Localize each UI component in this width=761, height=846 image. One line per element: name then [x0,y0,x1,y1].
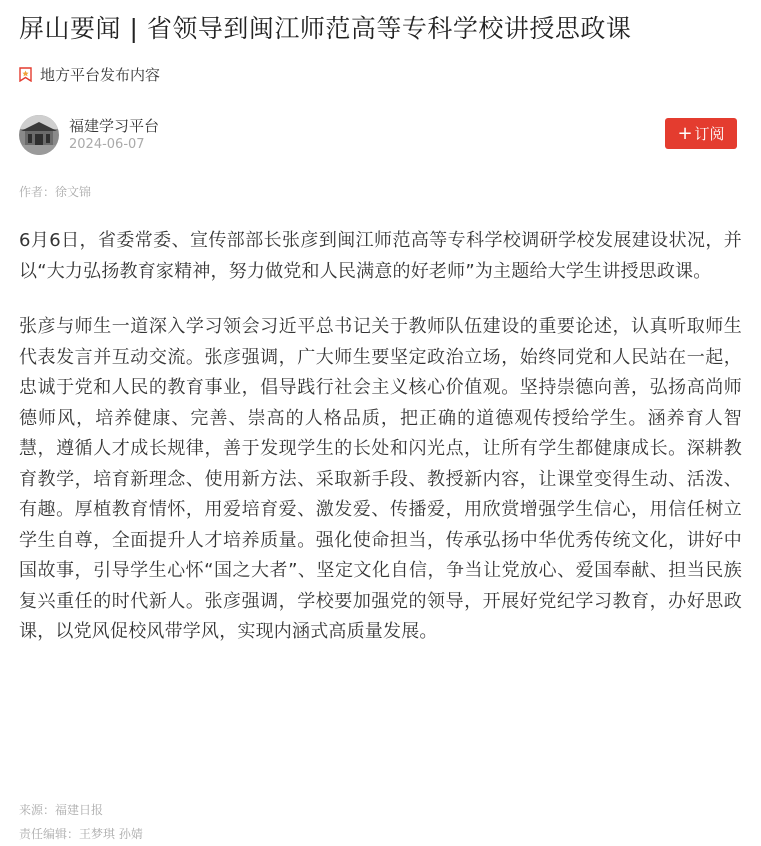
subscribe-label: 订阅 [694,125,725,143]
author-name: 徐文锦 [55,185,92,199]
platform-tag [19,62,742,86]
article-body [19,226,742,648]
editor-label: 责任编辑： [19,827,80,841]
article-title: 屏山要闻 | 省领导到闽江师范高等专科学校讲授思政课 [19,14,632,43]
author-row [19,113,742,157]
source-name: 福建日报 [55,803,104,817]
author-label: 作者： [19,185,56,199]
publish-date: 2024-06-07 [69,137,145,152]
bookmark-icon [19,67,32,82]
editor-line [19,822,143,846]
avatar[interactable] [19,115,59,155]
editor-names: 王梦琪 孙婧 [79,827,143,841]
article-paragraph: 张彦与师生一道深入学习领会习近平总书记关于教师队伍建设的重要论述，认真听取师生代表发言并互动交流。张彦强调，广大师生要坚定政治立场，始终同党和人民站在一起，忠诚于党和人民的教育事业，倡导践行社会主义核心价值观。坚持崇德向善，弘扬高尚师德师风，培养健康、完善、崇高的人格品质，把正确的道德观传授给学生。涵养育人智慧，遵循人才成长规律，善于发现学生的长处和闪光点，让所有学生都健康成长。深耕教育教学，培育新理念、使用新方法、采取新手段、教授新内容，让课堂变得生动、活泼、有趣。厚植教育情怀，用爱培育爱、激发爱、传播爱，用欣赏增强学生信心，用信任树立学生自尊，全面提升人才培养质量。强化使命担当，传承弘扬中华优秀传统文化，讲好中国故事，引导学生心怀“国之大者”、坚定文化自信，争当让党放心、爱国奉献、担当民族复兴重任的时代新人。张彦强调，学校要加强党的领导，开展好党纪学习教育，办好思政课，以党风促校风带学风，实现内涵式高质量发展。 [19,316,742,642]
article-paragraph: 6月6日，省委常委、宣传部部长张彦到闽江师范高等专科学校调研学校发展建设状况，并以“大力弘扬教育家精神，努力做党和人民满意的好老师”为主题给大学生讲授思政课。 [19,230,742,282]
account-name[interactable]: 福建学习平台 [69,117,160,135]
plus-icon: + [677,122,693,144]
author-meta [69,116,159,154]
source-line [19,798,143,822]
source-label: 来源： [19,803,56,817]
article-footer [19,798,143,846]
byline [19,183,742,201]
subscribe-button[interactable] [665,118,737,149]
platform-tag-label: 地方平台发布内容 [40,65,161,84]
